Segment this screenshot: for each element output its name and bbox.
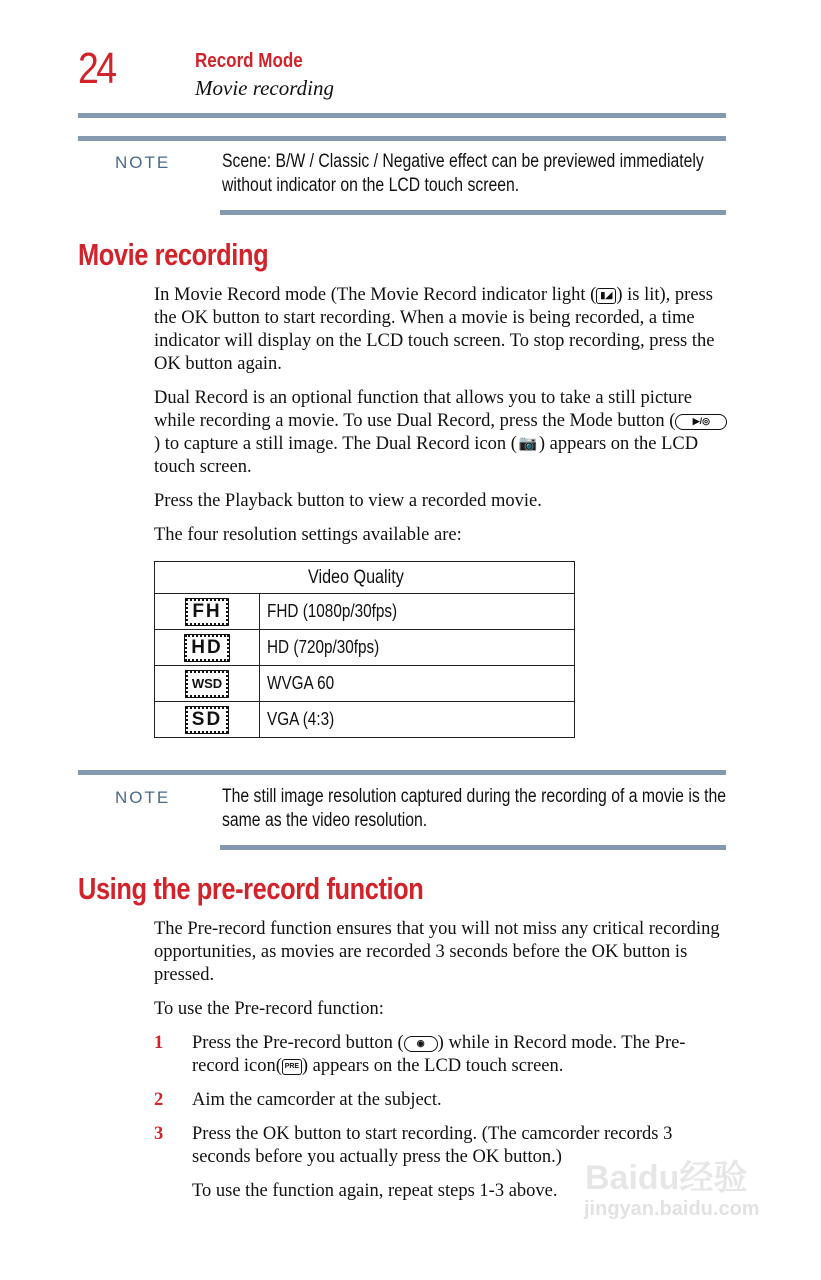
paragraph: Dual Record is an optional function that allows you to take a still picture while recording a movie. To use Dual Record, press the Mode button ( ▶/◎) to capture a still image. The Dual Record icon ( 📷) appears on the LCD touch screen.	[154, 387, 729, 479]
watermark-url: jingyan.baidu.com	[584, 1198, 760, 1220]
divider	[78, 136, 726, 141]
pre-record-button-icon: ◉	[404, 1036, 438, 1052]
paragraph: Press the Playback button to view a recorded movie.	[154, 491, 542, 511]
paragraph: The four resolution settings available are:	[154, 525, 462, 545]
page-number: 24	[78, 44, 115, 93]
heading-pre-record: Using the pre-record function	[78, 871, 424, 906]
note-text: Scene: B/W / Classic / Negative effect can be previewed immediately without indicator on the LCD touch screen.	[222, 151, 704, 196]
prerecord-body	[154, 918, 729, 1032]
paragraph: To use the Pre-record function:	[154, 999, 384, 1019]
fh-icon: FH	[186, 599, 227, 625]
step-item: 3 Press the OK button to start recording. (The camcorder records 3 seconds before you actually press the OK button.)	[154, 1124, 673, 1167]
paragraph: To use the function again, repeat steps 1-3 above.	[192, 1181, 558, 1201]
note-label: NOTE	[115, 153, 171, 172]
divider	[78, 113, 726, 118]
table-row: HD HD (720p/30fps)	[155, 630, 575, 666]
table-row: WSD WVGA 60	[155, 666, 575, 702]
step-item: 2 Aim the camcorder at the subject.	[154, 1090, 442, 1110]
chapter-title: Record Mode	[195, 50, 303, 72]
video-quality-table	[154, 561, 575, 738]
section-title: Movie recording	[195, 76, 334, 100]
sd-icon: SD	[186, 707, 228, 733]
divider	[78, 770, 726, 775]
table-row: SD VGA (4:3)	[155, 702, 575, 738]
movie-body	[154, 284, 729, 558]
heading-movie-recording: Movie recording	[78, 237, 269, 272]
wsd-icon: WSD	[186, 671, 228, 697]
note-label: NOTE	[115, 788, 171, 807]
paragraph: In Movie Record mode (The Movie Record indicator light ( ▮◢ ) is lit), press the OK button to start recording. When a movie is being recorded, a time indicator will display on the LCD touch screen. To stop recording, press the OK button again.	[154, 285, 715, 374]
step-item: 1 Press the Pre-record button ( ◉ ) while in Record mode. The Pre-record icon( PRE ) appears on the LCD touch screen.	[154, 1033, 686, 1076]
divider	[220, 845, 726, 850]
movie-record-icon: ▮◢	[596, 288, 616, 304]
pre-record-icon: PRE	[282, 1059, 302, 1075]
paragraph: The Pre-record function ensures that you will not miss any critical recording opportunities, as movies are recorded 3 seconds before the OK button is pressed.	[154, 919, 720, 985]
mode-button-icon: ▶/◎	[675, 414, 727, 430]
divider	[220, 210, 726, 215]
camera-icon: 📷	[518, 434, 538, 452]
watermark-logo: Baidu经验	[585, 1159, 748, 1197]
table-header: Video Quality	[308, 566, 404, 588]
note-text: The still image resolution captured during the recording of a movie is the same as the video resolution.	[222, 786, 727, 831]
table-row: FH FHD (1080p/30fps)	[155, 594, 575, 630]
hd-icon: HD	[185, 635, 228, 661]
